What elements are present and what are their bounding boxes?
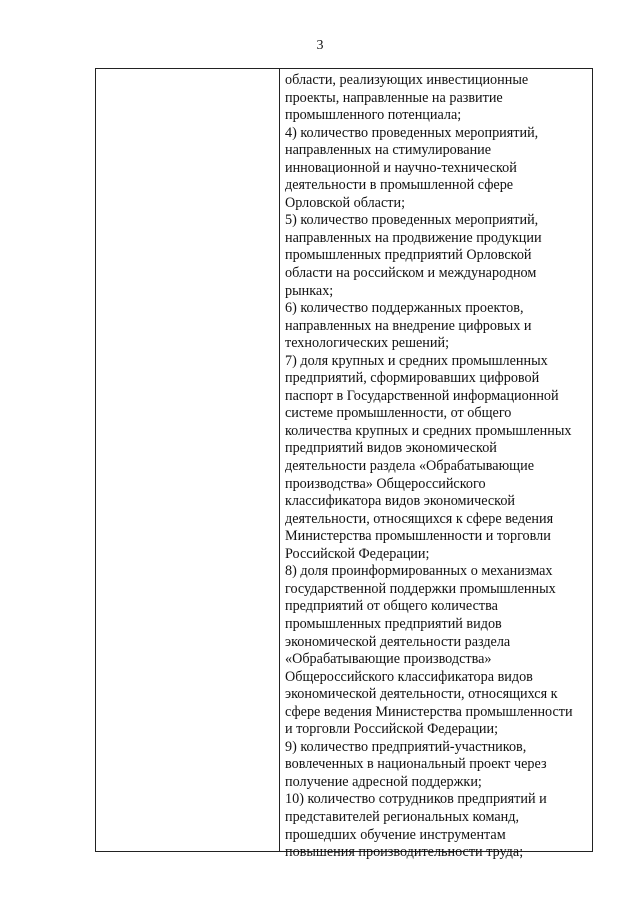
column-divider	[279, 69, 280, 851]
text-line: 9) количество предприятий-участников,	[285, 738, 527, 755]
text-line: технологических решений;	[285, 335, 450, 352]
text-line: государственной поддержки промышленных	[285, 580, 556, 597]
text-line: 8) доля проинформированных о механизмах	[285, 563, 553, 580]
table-right-cell	[285, 72, 592, 862]
text-line: 6) количество поддержанных проектов,	[285, 300, 524, 317]
text-line: классификатора видов экономической	[285, 493, 516, 510]
text-line: инновационной и научно-технической	[285, 159, 517, 176]
text-line: деятельности раздела «Обрабатывающие	[285, 458, 534, 475]
text-line: Министерства промышленности и торговли	[285, 528, 551, 545]
text-line: сфере ведения Министерства промышленности	[285, 703, 573, 720]
text-line: области, реализующих инвестиционные	[285, 72, 529, 88]
text-line: 7) доля крупных и средних промышленных	[285, 352, 548, 369]
table-left-cell	[96, 69, 279, 851]
text-line: предприятий, сформировавших цифровой	[285, 370, 540, 387]
text-line: «Обрабатывающие производства»	[285, 651, 492, 668]
text-line: и торговли Российской Федерации;	[285, 721, 499, 738]
text-line: вовлеченных в национальный проект через	[285, 756, 547, 773]
text-line: направленных на внедрение цифровых и	[285, 317, 532, 334]
text-line: промышленных предприятий видов	[285, 615, 502, 632]
text-line: деятельности, относящихся к сфере ведения	[285, 510, 554, 527]
text-line: 10) количество сотрудников предприятий и	[285, 791, 547, 808]
text-line: Российской Федерации;	[285, 545, 430, 562]
document-table	[95, 68, 593, 861]
text-line: предприятий от общего количества	[285, 598, 498, 615]
text-line: предприятий видов экономической	[285, 440, 497, 457]
text-line: проекты, направленные на развитие	[285, 89, 503, 106]
text-line: 5) количество проведенных мероприятий,	[285, 212, 539, 229]
text-line: промышленного потенциала;	[285, 107, 462, 124]
text-line: деятельности в промышленной сфере	[285, 177, 514, 194]
text-line: Общероссийского классификатора видов	[285, 668, 533, 685]
text-line: количества крупных и средних промышленных	[285, 422, 572, 439]
text-line: направленных на продвижение продукции	[285, 229, 542, 246]
text-line: области на российском и международном	[285, 265, 537, 282]
text-line: 4) количество проведенных мероприятий,	[285, 124, 539, 141]
text-line: системе промышленности, от общего	[285, 405, 512, 422]
text-line: Орловской области;	[285, 194, 406, 211]
text-line: производства» Общероссийского	[285, 475, 486, 492]
text-line: представителей региональных команд,	[285, 808, 520, 825]
text-line: экономической деятельности раздела	[285, 633, 511, 650]
text-line: рынках;	[285, 282, 334, 299]
text-line: экономической деятельности, относящихся к	[285, 686, 558, 703]
text-line: получение адресной поддержки;	[285, 773, 482, 790]
text-line: направленных на стимулирование	[285, 142, 492, 159]
page-number: 3	[316, 38, 324, 53]
text-line: прошедших обучение инструментам	[285, 826, 506, 843]
text-line: промышленных предприятий Орловской	[285, 247, 532, 264]
text-line: паспорт в Государственной информационной	[285, 387, 559, 404]
text-line: повышения производительности труда;	[285, 844, 524, 861]
